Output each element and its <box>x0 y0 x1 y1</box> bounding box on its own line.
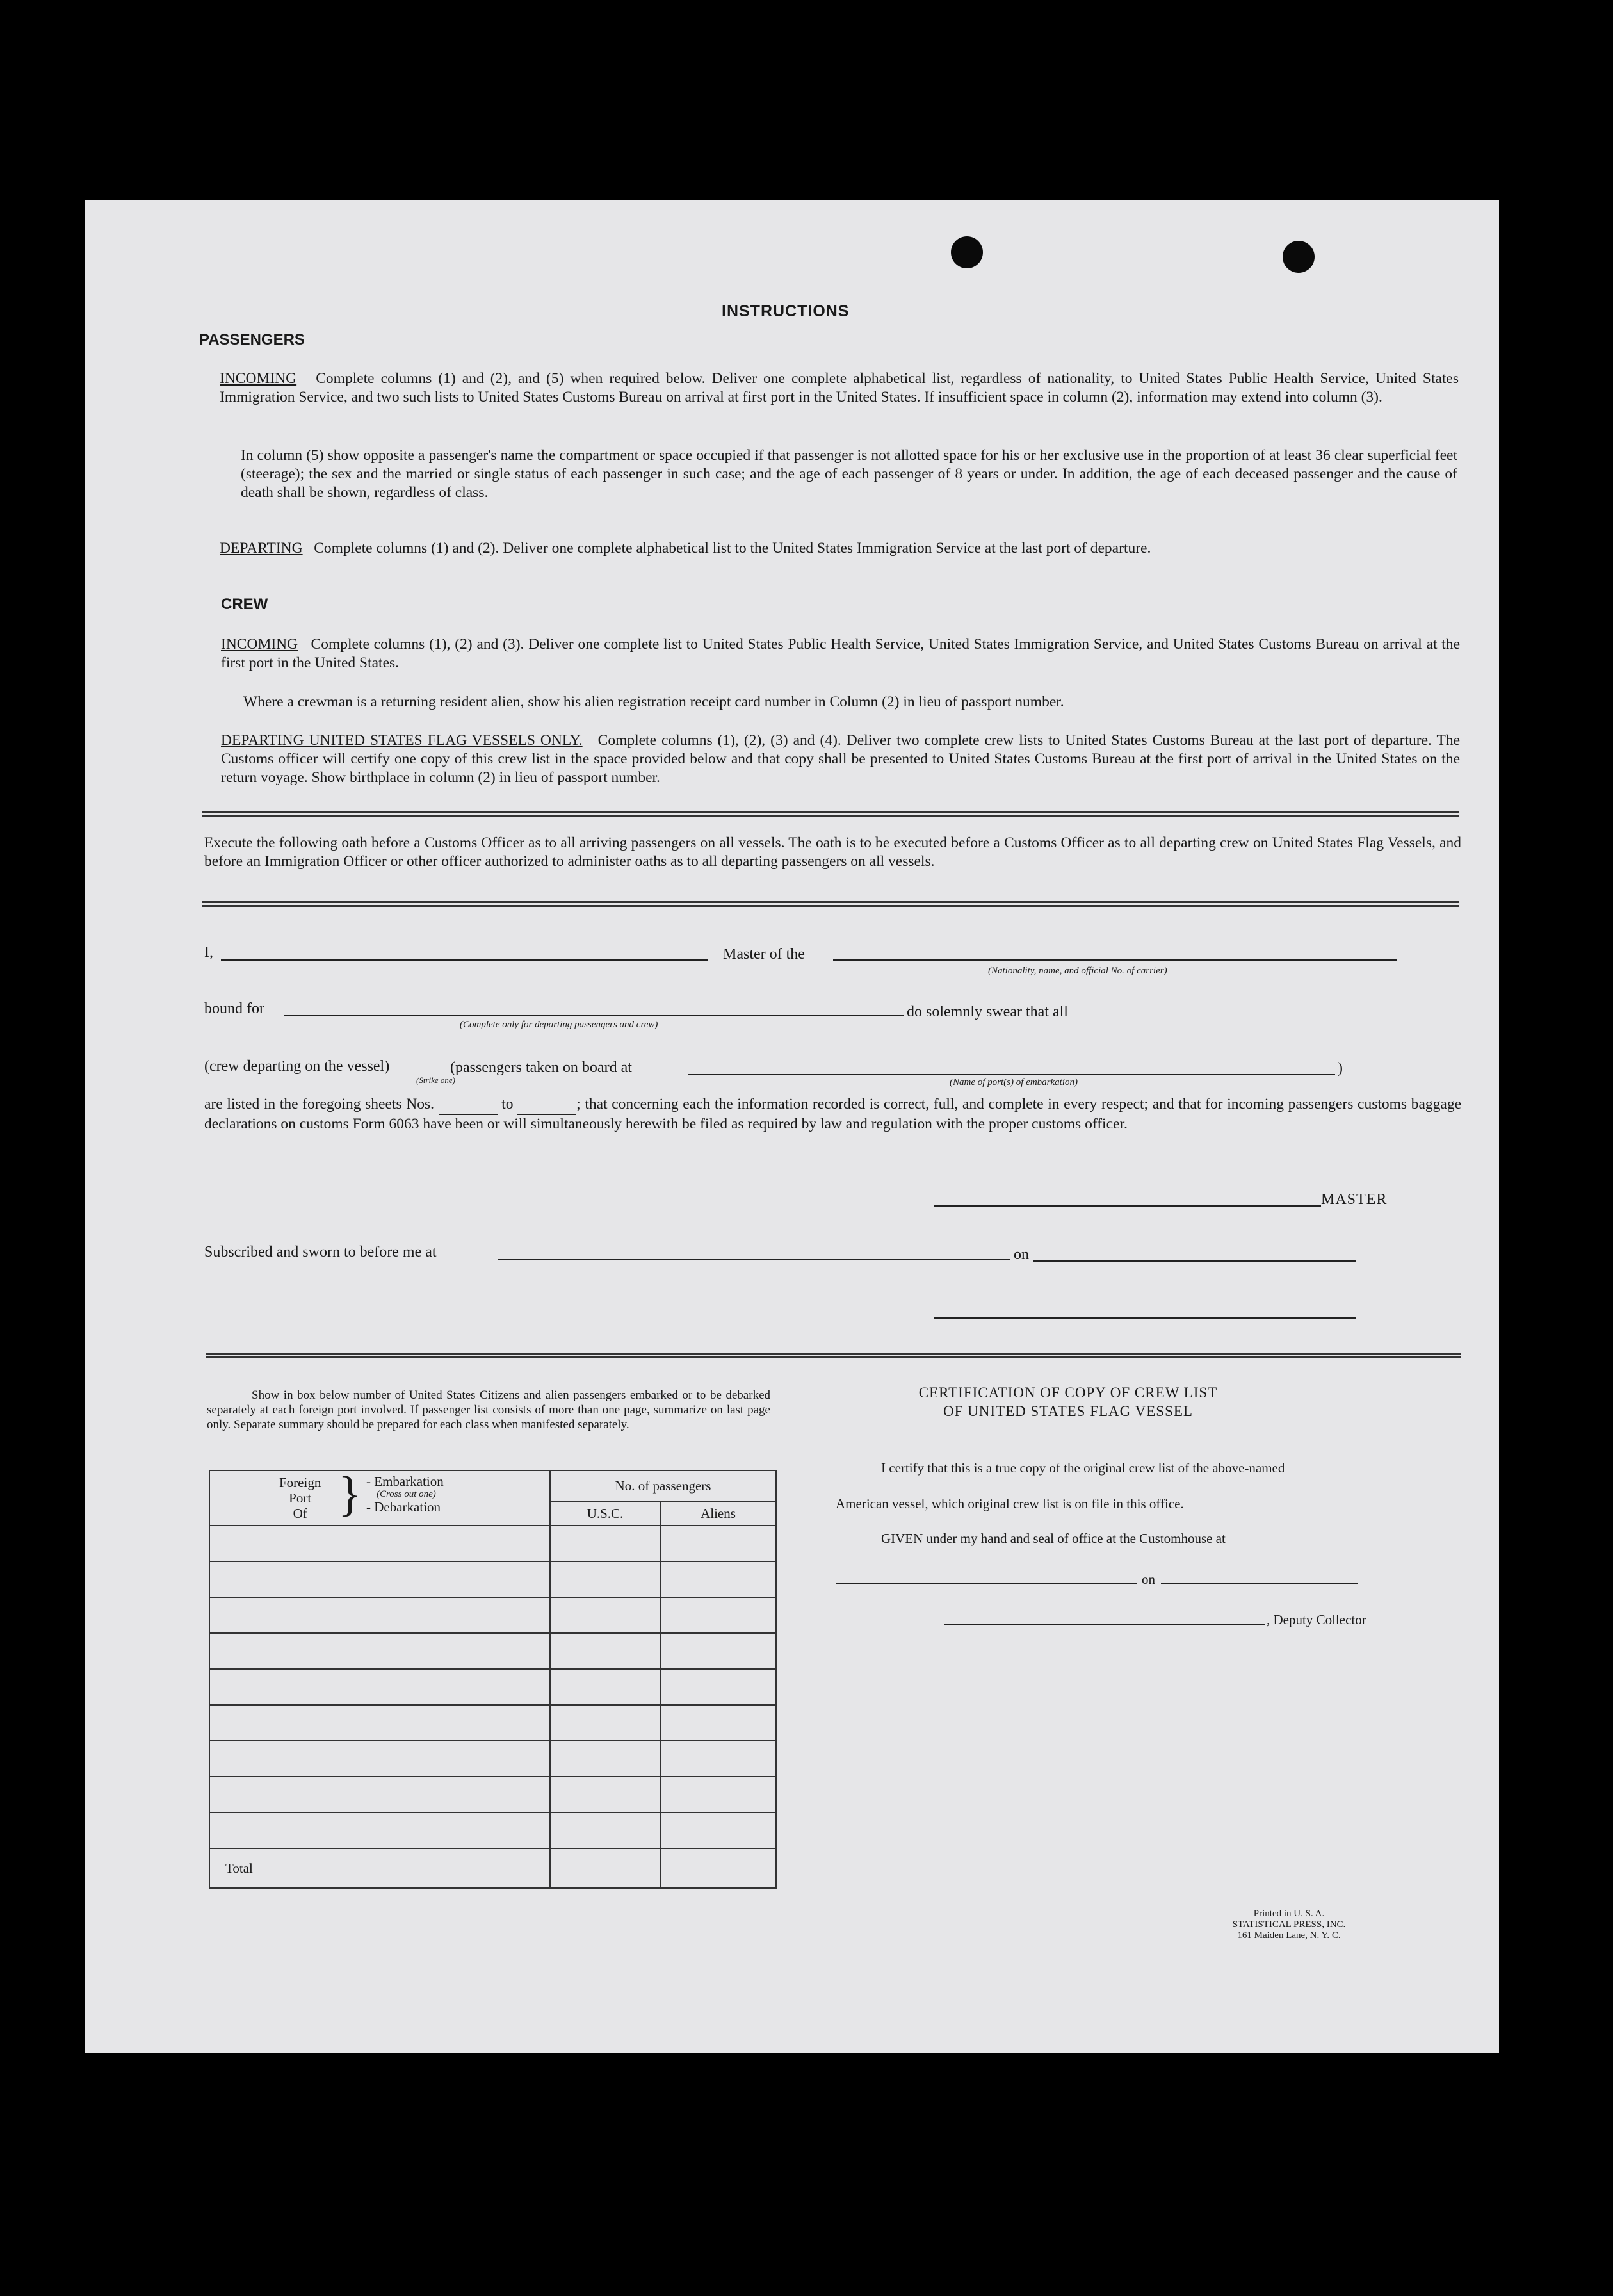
sworn-place-field[interactable] <box>498 1259 1010 1260</box>
sheet-from-field[interactable] <box>439 1095 498 1115</box>
cross-out-note: (Cross out one) <box>377 1489 436 1499</box>
vessel-line: American vessel, which original crew list is on file in this office. <box>836 1496 1184 1511</box>
punch-hole <box>1283 241 1315 273</box>
master-label: MASTER <box>1321 1191 1388 1208</box>
customhouse-field[interactable] <box>836 1583 1137 1584</box>
usc-cell[interactable] <box>550 1561 660 1597</box>
printer-line2: STATISTICAL PRESS, INC. <box>1232 1919 1346 1930</box>
port-cell[interactable] <box>209 1597 550 1633</box>
table-row <box>209 1669 776 1705</box>
passengers-taken-option: (passengers taken on board at <box>450 1059 632 1076</box>
statement-end-text: ; that concerning each the information recorded is correct, full, and complete in every respect; and that for incoming passengers customs baggage declarations on customs Form 6063 have been or will simultaneously herewith be filed as required by law and regulation with the proper customs officer. <box>204 1096 1462 1132</box>
port-cell[interactable] <box>209 1633 550 1669</box>
certification-title <box>873 1383 1263 1421</box>
certification-title-line2: OF UNITED STATES FLAG VESSEL <box>943 1403 1193 1419</box>
sheet-to-field[interactable] <box>517 1095 576 1115</box>
printer-line1: Printed in U. S. A. <box>1253 1909 1325 1919</box>
aliens-cell[interactable] <box>660 1597 776 1633</box>
crew-departing-text: Complete columns (1), (2), (3) and (4). Deliver two complete crew lists to United States Customs Bureau at the last port of departure. The Customs officer will certify one copy of this crew list in the space provided below and that copy shall be presented to United States Customs Bureau at the first port of arrival in the United States on the return voyage. Show birthplace in column (2) in lieu of passport number. <box>221 732 1460 786</box>
total-row <box>209 1848 776 1888</box>
passengers-incoming-paragraph <box>220 370 1459 407</box>
table-row <box>209 1812 776 1848</box>
strike-one-note: (Strike one) <box>416 1075 456 1085</box>
aliens-total-cell[interactable] <box>660 1848 776 1888</box>
table-row <box>209 1777 776 1812</box>
aliens-cell[interactable] <box>660 1669 776 1705</box>
instructions-title: INSTRUCTIONS <box>722 302 850 320</box>
port-cell[interactable] <box>209 1812 550 1848</box>
master-of-the-label: Master of the <box>723 946 805 963</box>
swear-text: do solemnly swear that all <box>907 1004 1068 1020</box>
crew-incoming-paragraph <box>221 635 1460 672</box>
of-label: Of <box>293 1506 307 1521</box>
printer-imprint <box>1199 1909 1379 1941</box>
aliens-cell[interactable] <box>660 1705 776 1741</box>
crew-heading: CREW <box>221 596 268 613</box>
carrier-note: (Nationality, name, and official No. of carrier) <box>988 966 1167 976</box>
officer-signature-field[interactable] <box>934 1317 1356 1319</box>
usc-cell[interactable] <box>550 1705 660 1741</box>
aliens-header: Aliens <box>660 1501 776 1526</box>
master-name-field[interactable] <box>221 959 708 961</box>
carrier-field[interactable] <box>833 959 1397 961</box>
oath-i-label: I, <box>204 944 213 961</box>
are-listed-text: are listed in the foregoing sheets Nos. <box>204 1096 434 1112</box>
port-label: Port <box>289 1490 312 1506</box>
crew-incoming-label: INCOMING <box>221 636 298 653</box>
summary-intro: Show in box below number of United States Citizens and alien passengers embarked or to be debarked separately at each foreign port involved. If passenger list consists of more than one page, summarize on last page only. Separate summary should be prepared for each class when manifested separately. <box>207 1388 770 1431</box>
table-row <box>209 1633 776 1669</box>
aliens-cell[interactable] <box>660 1741 776 1777</box>
certification-date-field[interactable] <box>1161 1583 1358 1584</box>
sworn-date-field[interactable] <box>1033 1260 1356 1262</box>
crew-incoming-text: Complete columns (1), (2) and (3). Deliver one complete list to United States Public Health Service, United States Immigration Service, and United States Customs Bureau on arrival at the first port in the United States. <box>221 636 1461 671</box>
crew-resident-paragraph: Where a crewman is a returning resident alien, show his alien registration receipt card number in Column (2) in lieu of passport number. <box>243 694 1064 710</box>
aliens-cell[interactable] <box>660 1561 776 1597</box>
embarkation-port-field[interactable] <box>688 1074 1335 1075</box>
aliens-cell[interactable] <box>660 1777 776 1812</box>
no-passengers-header: No. of passengers <box>550 1470 776 1501</box>
subscribed-label: Subscribed and sworn to before me at <box>204 1244 437 1260</box>
section-divider <box>202 811 1459 817</box>
usc-cell[interactable] <box>550 1669 660 1705</box>
usc-cell[interactable] <box>550 1526 660 1561</box>
punch-hole <box>951 236 983 268</box>
crew-departing-label: DEPARTING UNITED STATES FLAG VESSELS ONLY. <box>221 732 583 749</box>
passengers-heading: PASSENGERS <box>199 331 305 348</box>
usc-cell[interactable] <box>550 1741 660 1777</box>
aliens-cell[interactable] <box>660 1812 776 1848</box>
sworn-on-label: on <box>1014 1246 1029 1263</box>
foreign-port-of-label <box>279 1475 321 1521</box>
passengers-departing-label: DEPARTING <box>220 540 303 557</box>
section-divider <box>202 901 1459 907</box>
passengers-departing-text: Complete columns (1) and (2). Deliver one complete alphabetical list to the United States Immigration Service at the last port of departure. <box>314 540 1151 557</box>
passengers-incoming-label: INCOMING <box>220 370 297 387</box>
port-header-cell <box>209 1467 550 1526</box>
given-line: GIVEN under my hand and seal of office at the Customhouse at <box>881 1531 1226 1546</box>
brace-glyph: } <box>338 1467 362 1521</box>
certification-on-label: on <box>1142 1572 1155 1587</box>
table-row <box>209 1741 776 1777</box>
aliens-cell[interactable] <box>660 1633 776 1669</box>
usc-cell[interactable] <box>550 1633 660 1669</box>
certification-title-line1: CERTIFICATION OF COPY OF CREW LIST <box>918 1385 1218 1401</box>
total-label: Total <box>209 1848 550 1888</box>
bound-for-note: (Complete only for departing passengers and crew) <box>460 1020 658 1030</box>
port-cell[interactable] <box>209 1526 550 1561</box>
document-page <box>85 200 1499 2053</box>
foreign-label: Foreign <box>279 1475 321 1490</box>
passenger-summary-table <box>209 1467 777 1889</box>
usc-cell[interactable] <box>550 1777 660 1812</box>
crew-departing-paragraph <box>221 731 1460 787</box>
master-signature-field[interactable] <box>934 1205 1321 1207</box>
column5-paragraph: In column (5) show opposite a passenger's name the compartment or space occupied if that passenger is not allotted space for his or her exclusive use in the proportion of at least 36 clear superficial feet (steerage); the sex and the married or single status of each passenger in such case; and the age of each passenger of 8 years or under. In addition, the age of each deceased passenger and the cause of death shall be shown, regardless of class. <box>241 447 1457 501</box>
aliens-cell[interactable] <box>660 1526 776 1561</box>
certify-line: I certify that this is a true copy of the original crew list of the above-named <box>881 1460 1285 1476</box>
oath-intro: Execute the following oath before a Customs Officer as to all arriving passengers on all vessels. The oath is to be executed before a Customs Officer as to all departing crew on United States Flag Vessels, and before an Immigration Officer or other officer authorized to administer oaths as to all departing passengers on all vessels. <box>204 835 1461 870</box>
oath-statement <box>204 1095 1461 1134</box>
table-row <box>209 1597 776 1633</box>
printer-line3: 161 Maiden Lane, N. Y. C. <box>1237 1930 1341 1941</box>
port-cell[interactable] <box>209 1705 550 1741</box>
usc-cell[interactable] <box>550 1597 660 1633</box>
table-row <box>209 1526 776 1561</box>
port-note: (Name of port(s) of embarkation) <box>950 1077 1078 1087</box>
port-cell[interactable] <box>209 1741 550 1777</box>
embark-options <box>366 1475 444 1513</box>
usc-total-cell[interactable] <box>550 1848 660 1888</box>
to-label: to <box>501 1096 514 1112</box>
section-divider <box>206 1353 1461 1358</box>
usc-cell[interactable] <box>550 1812 660 1848</box>
crew-departing-option: (crew departing on the vessel) <box>204 1058 390 1075</box>
embarkation-label: - Embarkation <box>366 1474 444 1489</box>
bound-for-label: bound for <box>204 1000 264 1017</box>
passengers-departing-paragraph <box>220 539 1459 558</box>
port-cell[interactable] <box>209 1561 550 1597</box>
close-paren: ) <box>1338 1060 1343 1077</box>
table-row <box>209 1705 776 1741</box>
passengers-incoming-text: Complete columns (1) and (2), and (5) when required below. Deliver one complete alphabetical list, regardless of nationality, to United States Public Health Service, United States Immigration Service, and two such lists to United States Customs Bureau on arrival at first port in the United States. If insufficient space in column (2), information may extend into column (3). <box>220 370 1459 405</box>
table-row <box>209 1561 776 1597</box>
deputy-collector-signature-field[interactable] <box>944 1624 1265 1625</box>
debarkation-label: - Debarkation <box>366 1499 441 1515</box>
deputy-collector-label: , Deputy Collector <box>1267 1612 1366 1627</box>
usc-header: U.S.C. <box>550 1501 660 1526</box>
port-cell[interactable] <box>209 1777 550 1812</box>
port-cell[interactable] <box>209 1669 550 1705</box>
bound-for-field[interactable] <box>284 1015 904 1016</box>
